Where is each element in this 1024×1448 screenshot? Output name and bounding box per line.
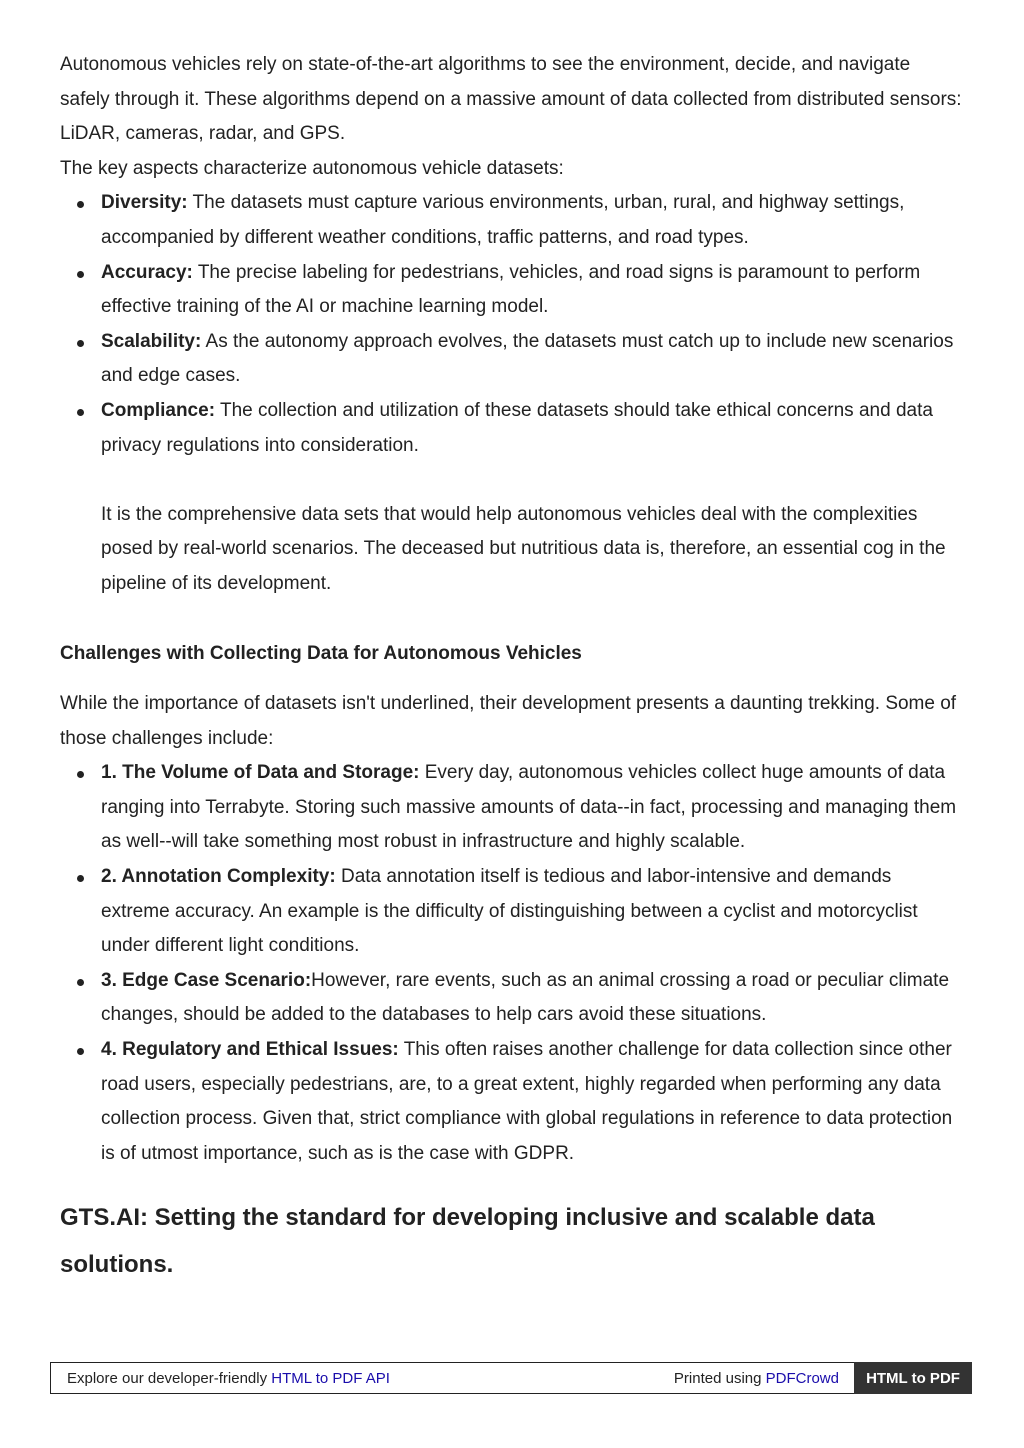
- gts-heading: GTS.AI: Setting the standard for developing inclusive and scalable data solutions.: [60, 1204, 875, 1279]
- challenges-intro: While the importance of datasets isn't underlined, their development presents a daunting trekking. Some of those challenges include:: [60, 693, 957, 749]
- footer-printed: Printed using PDFCrowd: [673, 1370, 839, 1387]
- html-to-pdf-button[interactable]: HTML to PDF: [854, 1362, 972, 1394]
- list-item-edge-case: 3. Edge Case Scenario:However, rare events, such as an animal crossing a road or peculiar climate changes, should be added to the databases to help cars avoid these situations.: [101, 964, 964, 1033]
- list-item-accuracy: Accuracy: The precise labeling for pedestrians, vehicles, and road signs is paramount to perform effective training of the AI or machine learning model.: [101, 256, 964, 325]
- list-item-diversity: Diversity: The datasets must capture various environments, urban, rural, and highway settings, accompanied by different weather conditions, traffic patterns, and road types.: [101, 186, 964, 255]
- list-item-compliance: Compliance: The collection and utilization of these datasets should take ethical concerns and data privacy regulations into consideration.: [101, 394, 964, 463]
- pdfcrowd-footer: [50, 1362, 972, 1394]
- list-item-regulatory: 4. Regulatory and Ethical Issues: This often raises another challenge for data collection since other road users, especially pedestrians, are, to a great extent, highly regarded when performing any data collection process. Given that, strict compliance with global regulations in reference to data protection is of utmost importance, such as is the case with GDPR.: [101, 1033, 964, 1171]
- aspects-intro: The key aspects characterize autonomous vehicle datasets:: [60, 157, 564, 179]
- datasets-note: It is the comprehensive data sets that would help autonomous vehicles deal with the complexities posed by real-world scenarios. The deceased but nutritious data is, therefore, an essential cog in the pipeline of its development.: [101, 503, 946, 594]
- pdfcrowd-link[interactable]: PDFCrowd: [765, 1370, 839, 1387]
- html-to-pdf-api-link[interactable]: HTML to PDF API: [271, 1370, 390, 1387]
- article-content: [60, 48, 964, 1288]
- list-item-annotation: 2. Annotation Complexity: Data annotation itself is tedious and labor-intensive and demands extreme accuracy. An example is the difficulty of distinguishing between a cyclist and motorcyclist under different light conditions.: [101, 860, 964, 964]
- footer-explore: Explore our developer-friendly HTML to PDF API: [67, 1370, 390, 1387]
- list-item-volume: 1. The Volume of Data and Storage: Every day, autonomous vehicles collect huge amounts of data ranging into Terrabyte. Storing such massive amounts of data--in fact, processing and managing them as well--will take something most robust in infrastructure and highly scalable.: [101, 756, 964, 860]
- aspects-list: [60, 186, 964, 463]
- list-item-scalability: Scalability: As the autonomy approach evolves, the datasets must catch up to include new scenarios and edge cases.: [101, 325, 964, 394]
- challenges-list: [60, 756, 964, 1171]
- intro-paragraph: Autonomous vehicles rely on state-of-the-art algorithms to see the environment, decide, and navigate safely through it. These algorithms depend on a massive amount of data collected from distributed sensors: LiDAR, cameras, radar, and GPS.: [60, 54, 962, 145]
- challenges-heading: Challenges with Collecting Data for Autonomous Vehicles: [60, 642, 582, 664]
